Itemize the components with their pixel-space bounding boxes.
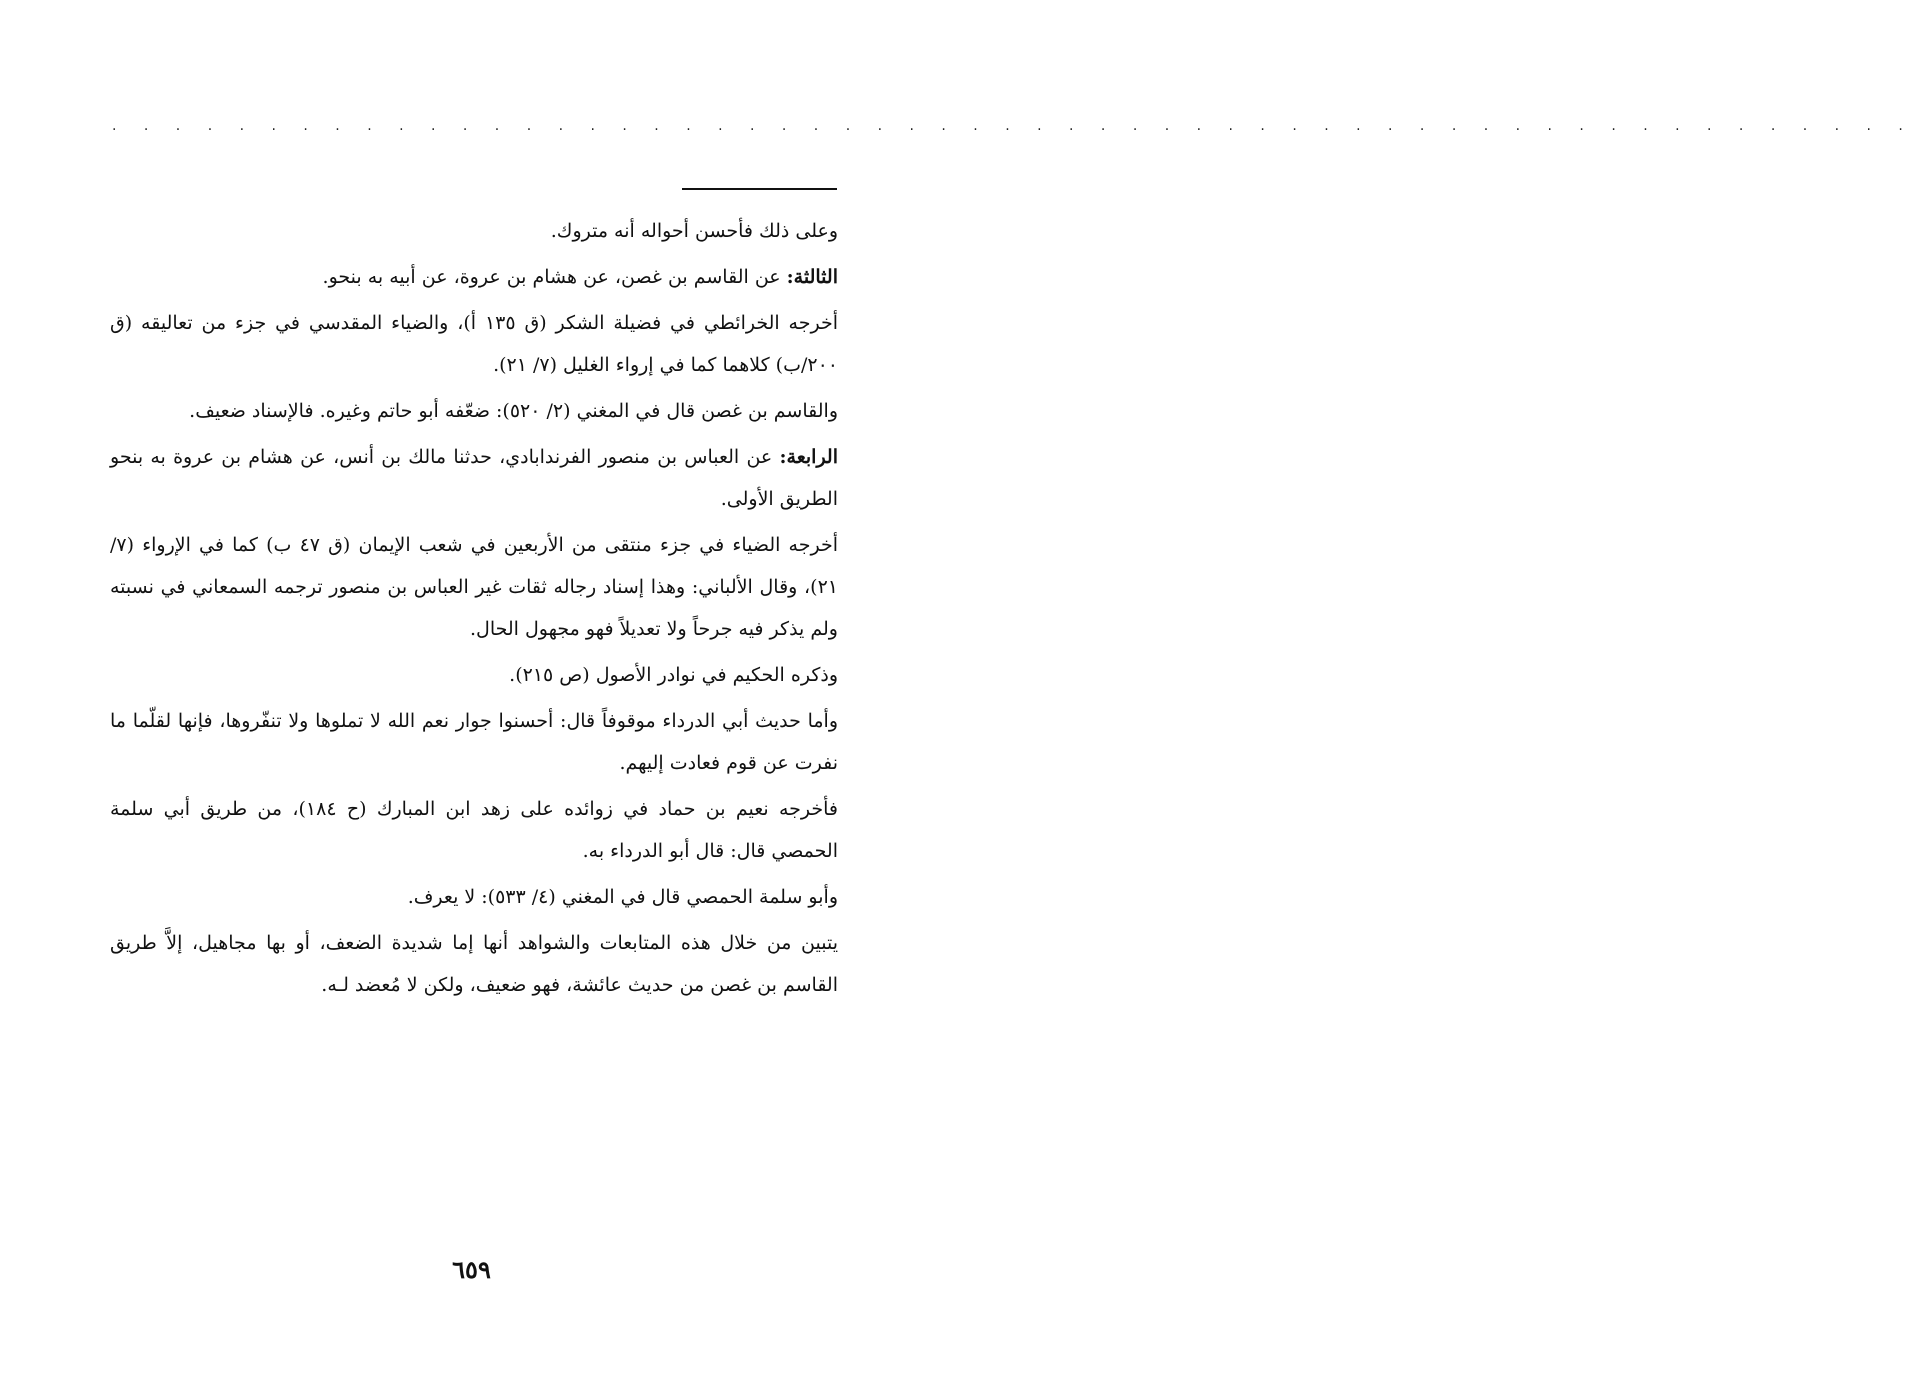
- paragraph: يتبين من خلال هذه المتابعات والشواهد أنها إما شديدة الضعف، أو بها مجاهيل، إلاَّ طريق القاسم بن غصن من حديث عائشة، فهو ضعيف، ولكن لا مُعضد لـه.: [110, 932, 838, 996]
- paragraph: أخرجه الضياء في جزء منتقى من الأربعين في شعب الإيمان (ق ٤٧ ب) كما في الإرواء (٧/ ٢١)، وقال الألباني: وهذا إسناد رجاله ثقات غير العباس بن منصور ترجمه السمعاني في نسبته ولم يذكر فيه جرحاً ولا تعديلاً فهو مجهول الحال.: [110, 534, 838, 640]
- footnote-rule: [682, 188, 837, 190]
- paragraph: وذكره الحكيم في نوادر الأصول (ص ٢١٥).: [509, 664, 838, 686]
- page-number: ٦٥٩: [452, 1255, 491, 1284]
- paragraph: وأما حديث أبي الدرداء موقوفاً قال: أحسنوا جوار نعم الله لا تملوها ولا تنفّروها، فإنها لقلّما ما نفرت عن قوم فعادت إليهم.: [110, 710, 838, 774]
- paragraph-label: الثالثة:: [786, 266, 838, 288]
- paragraph-label: الرابعة:: [779, 446, 838, 468]
- paragraph: وأبو سلمة الحمصي قال في المغني (٤/ ٥٣٣): لا يعرف.: [407, 886, 838, 908]
- paragraph: فأخرجه نعيم بن حماد في زوائده على زهد ابن المبارك (ح ١٨٤)، من طريق أبي سلمة الحمصي قال: قال أبو الدرداء به.: [110, 798, 838, 862]
- dotted-separator: . . . . . . . . . . . . . . . . . . . . . . . . . . . . . . . . . . . . . . . . . . . . . . . . . . . . . . . . .: [112, 118, 1914, 134]
- main-text: [110, 210, 838, 1010]
- paragraph: الرابعة: عن العباس بن منصور الفرندابادي، حدثنا مالك بن أنس، عن هشام بن عروة به بنحو الطريق الأولى.: [110, 446, 838, 510]
- paragraph: وعلى ذلك فأحسن أحواله أنه متروك.: [550, 220, 838, 242]
- paragraph: أخرجه الخرائطي في فضيلة الشكر (ق ١٣٥ أ)، والضياء المقدسي في جزء من تعاليقه (ق ٢٠٠/ب) كلاهما كما في إرواء الغليل (٧/ ٢١).: [110, 312, 838, 376]
- paragraph: الثالثة: عن القاسم بن غصن، عن هشام بن عروة، عن أبيه به بنحو.: [322, 266, 838, 288]
- paragraph: والقاسم بن غصن قال في المغني (٢/ ٥٢٠): ضعّفه أبو حاتم وغيره. فالإسناد ضعيف.: [189, 400, 838, 422]
